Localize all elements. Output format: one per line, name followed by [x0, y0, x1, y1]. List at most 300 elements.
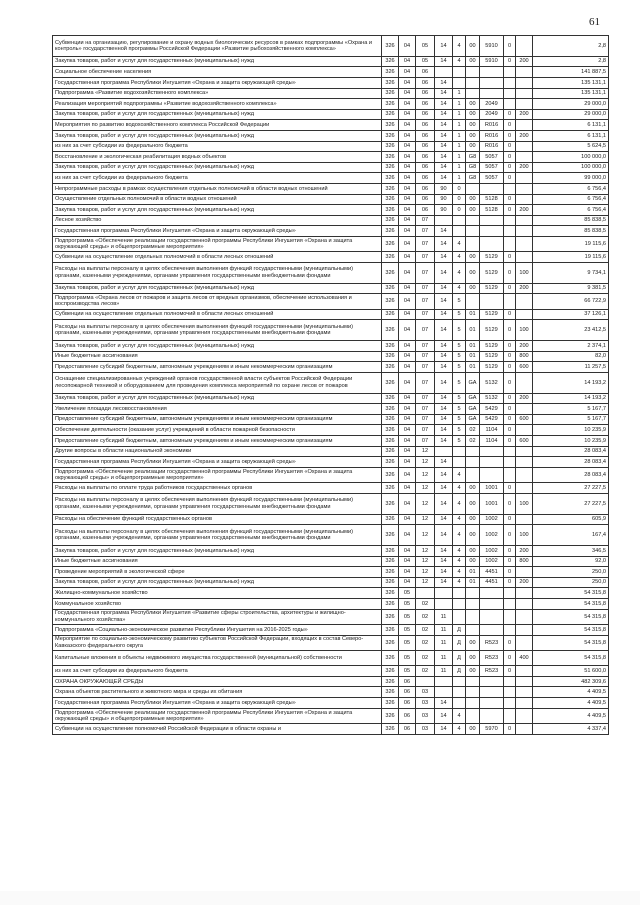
cell-subprogram-code: 5 [453, 404, 466, 415]
cell-amount: 27 227,5 [533, 483, 609, 494]
cell-subsection-code: 06 [416, 130, 435, 141]
cell-program-code: 14 [435, 56, 453, 67]
cell-suffix-code: 0 [504, 194, 516, 205]
cell-program-code: 14 [435, 226, 453, 237]
cell-admin-code: 326 [382, 687, 399, 698]
cell-direction-code [466, 687, 480, 698]
cell-suffix-code [504, 457, 516, 468]
cell-direction-code: 02 [466, 436, 480, 447]
cell-subsection-code: 12 [416, 446, 435, 457]
cell-direction-code: 00 [466, 262, 480, 283]
cell-amount: 54 315,8 [533, 598, 609, 609]
cell-suffix-code: 0 [504, 341, 516, 352]
cell-suffix-code: 0 [504, 36, 516, 57]
cell-subsection-code: 05 [416, 36, 435, 57]
cell-subsection-code: 07 [416, 436, 435, 447]
cell-section-code: 04 [399, 262, 416, 283]
cell-row-name: Закупка товаров, работ и услуг для государственных (муниципальных) нужд [53, 577, 382, 588]
cell-subprogram-code: 4 [453, 236, 466, 251]
cell-admin-code: 326 [382, 162, 399, 173]
table-row [53, 467, 609, 482]
cell-suffix-code: 0 [504, 567, 516, 578]
cell-subprogram-code [453, 67, 466, 78]
cell-expense-code [480, 236, 504, 251]
cell-direction-code: 00 [466, 483, 480, 494]
cell-expense-code: 4451 [480, 567, 504, 578]
cell-subsection-code: 06 [416, 67, 435, 78]
cell-program-code: 14 [435, 320, 453, 341]
cell-admin-code: 326 [382, 676, 399, 687]
table-row [53, 77, 609, 88]
cell-row-name: Лесное хозяйство [53, 215, 382, 226]
cell-subprogram-code [453, 687, 466, 698]
table-row [53, 545, 609, 556]
cell-program-code [435, 598, 453, 609]
cell-amount: 85 838,5 [533, 226, 609, 237]
cell-expense-code: 1002 [480, 545, 504, 556]
cell-amount: 9 734,1 [533, 262, 609, 283]
cell-suffix-code [504, 588, 516, 599]
table-row [53, 120, 609, 131]
cell-subprogram-code: 4 [453, 525, 466, 546]
table-row [53, 341, 609, 352]
table-row [53, 183, 609, 194]
cell-row-name: Осуществление отдельных полномочий в области водных отношений [53, 194, 382, 205]
cell-expense-type-code [516, 67, 533, 78]
cell-amount: 29 000,0 [533, 109, 609, 120]
cell-row-name: Предоставление субсидий бюджетным, автономным учреждениям и иным некоммерческим организациям [53, 362, 382, 373]
cell-subsection-code: 06 [416, 77, 435, 88]
cell-subsection-code: 12 [416, 514, 435, 525]
cell-section-code: 04 [399, 99, 416, 110]
cell-subsection-code: 07 [416, 283, 435, 294]
cell-expense-type-code [516, 194, 533, 205]
cell-row-name: Предоставление субсидий бюджетным, автономным учреждениям и иным некоммерческим организациям [53, 436, 382, 447]
cell-subsection-code: 06 [416, 173, 435, 184]
cell-row-name: из них за счет субсидии из федерального бюджета [53, 173, 382, 184]
table-row [53, 88, 609, 99]
cell-expense-code: 1001 [480, 483, 504, 494]
cell-suffix-code: 0 [504, 130, 516, 141]
cell-expense-code [480, 687, 504, 698]
cell-admin-code: 326 [382, 567, 399, 578]
cell-row-name: Закупка товаров, работ и услуг для государственных (муниципальных) нужд [53, 130, 382, 141]
cell-direction-code: 00 [466, 141, 480, 152]
cell-section-code: 04 [399, 36, 416, 57]
table-row [53, 56, 609, 67]
cell-amount: 28 083,4 [533, 457, 609, 468]
cell-subsection-code: 02 [416, 609, 435, 624]
cell-admin-code: 326 [382, 262, 399, 283]
cell-expense-code: 5129 [480, 341, 504, 352]
cell-suffix-code: 0 [504, 152, 516, 163]
cell-admin-code: 326 [382, 708, 399, 723]
cell-admin-code: 326 [382, 372, 399, 393]
table-row [53, 446, 609, 457]
cell-section-code: 04 [399, 446, 416, 457]
cell-amount: 29 000,0 [533, 99, 609, 110]
cell-program-code: 14 [435, 436, 453, 447]
cell-expense-code: 5132 [480, 393, 504, 404]
cell-expense-code: 5129 [480, 252, 504, 263]
cell-direction-code: 00 [466, 120, 480, 131]
cell-program-code: 11 [435, 624, 453, 635]
cell-program-code: 14 [435, 130, 453, 141]
cell-subprogram-code [453, 446, 466, 457]
cell-section-code: 06 [399, 676, 416, 687]
cell-subsection-code: 12 [416, 577, 435, 588]
cell-subprogram-code: 4 [453, 724, 466, 735]
cell-expense-type-code [516, 666, 533, 677]
cell-admin-code: 326 [382, 514, 399, 525]
cell-direction-code: 01 [466, 309, 480, 320]
cell-subsection-code: 12 [416, 556, 435, 567]
cell-suffix-code [504, 598, 516, 609]
table-row [53, 493, 609, 514]
cell-direction-code: GA [466, 414, 480, 425]
cell-expense-code: R523 [480, 635, 504, 650]
table-row [53, 635, 609, 650]
cell-expense-code: 2049 [480, 109, 504, 120]
cell-subprogram-code [453, 609, 466, 624]
cell-amount: 2 374,1 [533, 341, 609, 352]
cell-suffix-code: 0 [504, 577, 516, 588]
cell-expense-code: 5910 [480, 56, 504, 67]
cell-admin-code: 326 [382, 109, 399, 120]
cell-expense-type-code [516, 467, 533, 482]
cell-subprogram-code [453, 598, 466, 609]
cell-subsection-code: 12 [416, 493, 435, 514]
cell-direction-code: 00 [466, 556, 480, 567]
cell-subsection-code: 07 [416, 372, 435, 393]
cell-subprogram-code: 5 [453, 320, 466, 341]
cell-suffix-code: 0 [504, 283, 516, 294]
cell-row-name: Реализация мероприятий подпрограммы «Развитие водохозяйственного комплекса» [53, 99, 382, 110]
cell-suffix-code: 0 [504, 404, 516, 415]
cell-section-code: 04 [399, 141, 416, 152]
cell-suffix-code: 0 [504, 262, 516, 283]
cell-row-name: Другие вопросы в области национальной экономики [53, 446, 382, 457]
cell-subprogram-code: 4 [453, 483, 466, 494]
table-row [53, 309, 609, 320]
cell-amount: 51 600,0 [533, 666, 609, 677]
cell-program-code: 14 [435, 341, 453, 352]
cell-amount: 9 381,5 [533, 283, 609, 294]
cell-amount: 5 624,5 [533, 141, 609, 152]
cell-direction-code [466, 226, 480, 237]
cell-suffix-code: 0 [504, 436, 516, 447]
cell-amount: 100 000,0 [533, 152, 609, 163]
cell-suffix-code [504, 624, 516, 635]
cell-expense-type-code: 200 [516, 205, 533, 216]
cell-expense-code: R016 [480, 120, 504, 131]
cell-admin-code: 326 [382, 130, 399, 141]
cell-section-code: 04 [399, 545, 416, 556]
cell-program-code: 11 [435, 666, 453, 677]
cell-subprogram-code: 4 [453, 36, 466, 57]
cell-row-name: Расходы на выплаты по оплате труда работников государственных органов [53, 483, 382, 494]
cell-expense-code: 5129 [480, 262, 504, 283]
cell-subprogram-code: 4 [453, 467, 466, 482]
cell-section-code: 04 [399, 173, 416, 184]
cell-admin-code: 326 [382, 457, 399, 468]
cell-suffix-code [504, 236, 516, 251]
cell-suffix-code [504, 467, 516, 482]
cell-subsection-code: 12 [416, 483, 435, 494]
cell-admin-code: 326 [382, 362, 399, 373]
cell-program-code [435, 446, 453, 457]
cell-admin-code: 326 [382, 215, 399, 226]
cell-row-name: Закупка товаров, работ и услуг для государственных (муниципальных) нужд [53, 393, 382, 404]
cell-admin-code: 326 [382, 141, 399, 152]
cell-suffix-code: 0 [504, 252, 516, 263]
cell-expense-type-code [516, 404, 533, 415]
cell-amount: 4 409,5 [533, 708, 609, 723]
cell-row-name: Закупка товаров, работ и услуг для государственных (муниципальных) нужд [53, 56, 382, 67]
cell-row-name: Субвенции на осуществление полномочий Российской Федерации в области охраны и [53, 724, 382, 735]
cell-admin-code: 326 [382, 635, 399, 650]
cell-subprogram-code: 1 [453, 173, 466, 184]
cell-program-code: 14 [435, 493, 453, 514]
cell-expense-code [480, 467, 504, 482]
cell-subsection-code: 12 [416, 457, 435, 468]
cell-subsection-code: 07 [416, 215, 435, 226]
cell-amount: 135 131,1 [533, 77, 609, 88]
cell-expense-code: R523 [480, 666, 504, 677]
cell-amount: 54 315,8 [533, 635, 609, 650]
cell-expense-type-code [516, 173, 533, 184]
cell-subsection-code: 06 [416, 141, 435, 152]
cell-amount: 5 167,7 [533, 414, 609, 425]
cell-expense-type-code: 800 [516, 556, 533, 567]
cell-suffix-code: 0 [504, 56, 516, 67]
cell-expense-type-code [516, 88, 533, 99]
table-row [53, 687, 609, 698]
cell-direction-code [466, 446, 480, 457]
table-row [53, 567, 609, 578]
cell-suffix-code: 0 [504, 162, 516, 173]
cell-suffix-code [504, 687, 516, 698]
cell-suffix-code [504, 446, 516, 457]
cell-section-code: 04 [399, 183, 416, 194]
cell-direction-code [466, 708, 480, 723]
cell-subsection-code: 07 [416, 294, 435, 309]
cell-program-code: 14 [435, 309, 453, 320]
cell-amount: 6 131,1 [533, 120, 609, 131]
cell-suffix-code [504, 88, 516, 99]
cell-amount: 2,8 [533, 36, 609, 57]
cell-expense-code: R523 [480, 650, 504, 665]
cell-row-name: Охрана объектов растительного и животного мира и среды их обитания [53, 687, 382, 698]
cell-expense-code: 5128 [480, 194, 504, 205]
cell-expense-type-code: 600 [516, 362, 533, 373]
cell-subprogram-code: 0 [453, 194, 466, 205]
cell-amount: 54 315,8 [533, 588, 609, 599]
cell-subprogram-code [453, 676, 466, 687]
cell-direction-code: 00 [466, 525, 480, 546]
cell-subprogram-code: Д [453, 650, 466, 665]
cell-subsection-code: 07 [416, 309, 435, 320]
cell-subprogram-code: 5 [453, 393, 466, 404]
cell-program-code: 14 [435, 173, 453, 184]
cell-admin-code: 326 [382, 309, 399, 320]
table-row [53, 525, 609, 546]
cell-amount: 99 000,0 [533, 173, 609, 184]
cell-subprogram-code: Д [453, 635, 466, 650]
cell-expense-code [480, 77, 504, 88]
table-row [53, 205, 609, 216]
cell-amount: 92,0 [533, 556, 609, 567]
cell-program-code: 90 [435, 194, 453, 205]
cell-admin-code: 326 [382, 467, 399, 482]
cell-row-name: Государственная программа Республики Ингушетия «Развитие сферы строительства, архитектуры и жилищно-коммунального хозяйства» [53, 609, 382, 624]
cell-row-name: Закупка товаров, работ и услуг для государственных (муниципальных) нужд [53, 341, 382, 352]
cell-subsection-code: 06 [416, 88, 435, 99]
cell-subprogram-code: 4 [453, 514, 466, 525]
cell-direction-code: 00 [466, 194, 480, 205]
cell-row-name: Социальное обеспечение населения [53, 67, 382, 78]
cell-amount: 605,9 [533, 514, 609, 525]
cell-direction-code: 00 [466, 36, 480, 57]
cell-section-code: 06 [399, 687, 416, 698]
cell-suffix-code: 0 [504, 393, 516, 404]
cell-subprogram-code: 5 [453, 351, 466, 362]
table-row [53, 162, 609, 173]
cell-section-code: 04 [399, 120, 416, 131]
cell-amount: 11 257,5 [533, 362, 609, 373]
cell-expense-type-code [516, 483, 533, 494]
cell-expense-code [480, 698, 504, 709]
cell-subprogram-code [453, 77, 466, 88]
cell-expense-code: 5057 [480, 152, 504, 163]
cell-program-code: 14 [435, 362, 453, 373]
cell-amount: 85 838,5 [533, 215, 609, 226]
cell-expense-type-code [516, 120, 533, 131]
cell-direction-code: 00 [466, 283, 480, 294]
cell-amount: 2,8 [533, 56, 609, 67]
table-row [53, 514, 609, 525]
cell-subprogram-code: 1 [453, 162, 466, 173]
cell-admin-code: 326 [382, 294, 399, 309]
cell-direction-code [466, 236, 480, 251]
cell-suffix-code: 0 [504, 173, 516, 184]
table-row [53, 698, 609, 709]
cell-row-name: Подпрограмма «Социально-экономическое развитие Республики Ингушетия на 2016-2025 годы» [53, 624, 382, 635]
cell-expense-type-code [516, 183, 533, 194]
cell-program-code: 14 [435, 467, 453, 482]
cell-expense-code [480, 588, 504, 599]
cell-expense-type-code [516, 77, 533, 88]
table-row [53, 283, 609, 294]
cell-program-code: 14 [435, 141, 453, 152]
cell-subprogram-code: 4 [453, 56, 466, 67]
cell-subsection-code: 05 [416, 56, 435, 67]
cell-expense-type-code [516, 598, 533, 609]
table-row [53, 226, 609, 237]
cell-suffix-code: 0 [504, 493, 516, 514]
table-row [53, 724, 609, 735]
cell-expense-type-code: 400 [516, 650, 533, 665]
cell-subsection-code: 02 [416, 650, 435, 665]
cell-suffix-code [504, 294, 516, 309]
cell-direction-code [466, 609, 480, 624]
cell-section-code: 04 [399, 67, 416, 78]
cell-direction-code: GA [466, 393, 480, 404]
cell-subprogram-code: 5 [453, 425, 466, 436]
cell-subsection-code: 07 [416, 320, 435, 341]
cell-section-code: 04 [399, 130, 416, 141]
cell-expense-type-code [516, 588, 533, 599]
cell-expense-code: 1002 [480, 525, 504, 546]
cell-expense-type-code [516, 624, 533, 635]
cell-program-code: 14 [435, 109, 453, 120]
cell-direction-code [466, 676, 480, 687]
cell-direction-code: 00 [466, 545, 480, 556]
cell-section-code: 04 [399, 252, 416, 263]
cell-suffix-code: 0 [504, 309, 516, 320]
cell-section-code: 05 [399, 624, 416, 635]
table-row [53, 676, 609, 687]
cell-amount: 10 235,9 [533, 436, 609, 447]
cell-subsection-code: 07 [416, 351, 435, 362]
cell-amount: 10 235,9 [533, 425, 609, 436]
page-number: 61 [589, 16, 600, 28]
cell-section-code: 05 [399, 635, 416, 650]
cell-subsection-code: 12 [416, 567, 435, 578]
cell-row-name: Субвенции на осуществление отдельных полномочий в области лесных отношений [53, 252, 382, 263]
table-row [53, 414, 609, 425]
cell-expense-type-code [516, 99, 533, 110]
cell-row-name: Капитальные вложения в объекты недвижимого имущества государственной (муниципальной) собственности [53, 650, 382, 665]
cell-direction-code: GA [466, 372, 480, 393]
cell-expense-code: 5132 [480, 372, 504, 393]
cell-expense-code: 4451 [480, 577, 504, 588]
cell-direction-code: 01 [466, 362, 480, 373]
cell-suffix-code: 0 [504, 650, 516, 665]
cell-direction-code [466, 67, 480, 78]
cell-suffix-code [504, 99, 516, 110]
table-row [53, 109, 609, 120]
table-row [53, 99, 609, 110]
cell-row-name: Закупка товаров, работ и услуг для государственных (муниципальных) нужд [53, 162, 382, 173]
cell-admin-code: 326 [382, 483, 399, 494]
cell-subsection-code: 02 [416, 624, 435, 635]
cell-expense-type-code [516, 226, 533, 237]
cell-subsection-code: 06 [416, 99, 435, 110]
cell-expense-type-code [516, 294, 533, 309]
cell-program-code [435, 687, 453, 698]
cell-admin-code: 326 [382, 283, 399, 294]
cell-subprogram-code: 4 [453, 545, 466, 556]
cell-admin-code: 326 [382, 577, 399, 588]
table-row [53, 362, 609, 373]
cell-program-code: 14 [435, 294, 453, 309]
cell-section-code: 04 [399, 194, 416, 205]
cell-section-code: 04 [399, 109, 416, 120]
cell-direction-code: 00 [466, 650, 480, 665]
cell-amount: 141 887,5 [533, 67, 609, 78]
cell-program-code: 14 [435, 236, 453, 251]
cell-section-code: 04 [399, 467, 416, 482]
cell-section-code: 06 [399, 708, 416, 723]
cell-program-code: 14 [435, 252, 453, 263]
cell-expense-code [480, 609, 504, 624]
cell-section-code: 04 [399, 362, 416, 373]
cell-row-name: Подпрограмма «Обеспечение реализации государственной программы Республики Ингушетия «Охрана и защита окружающей среды» и общепрограммные мероприятия» [53, 467, 382, 482]
cell-suffix-code [504, 215, 516, 226]
cell-section-code: 04 [399, 483, 416, 494]
cell-expense-type-code: 100 [516, 320, 533, 341]
